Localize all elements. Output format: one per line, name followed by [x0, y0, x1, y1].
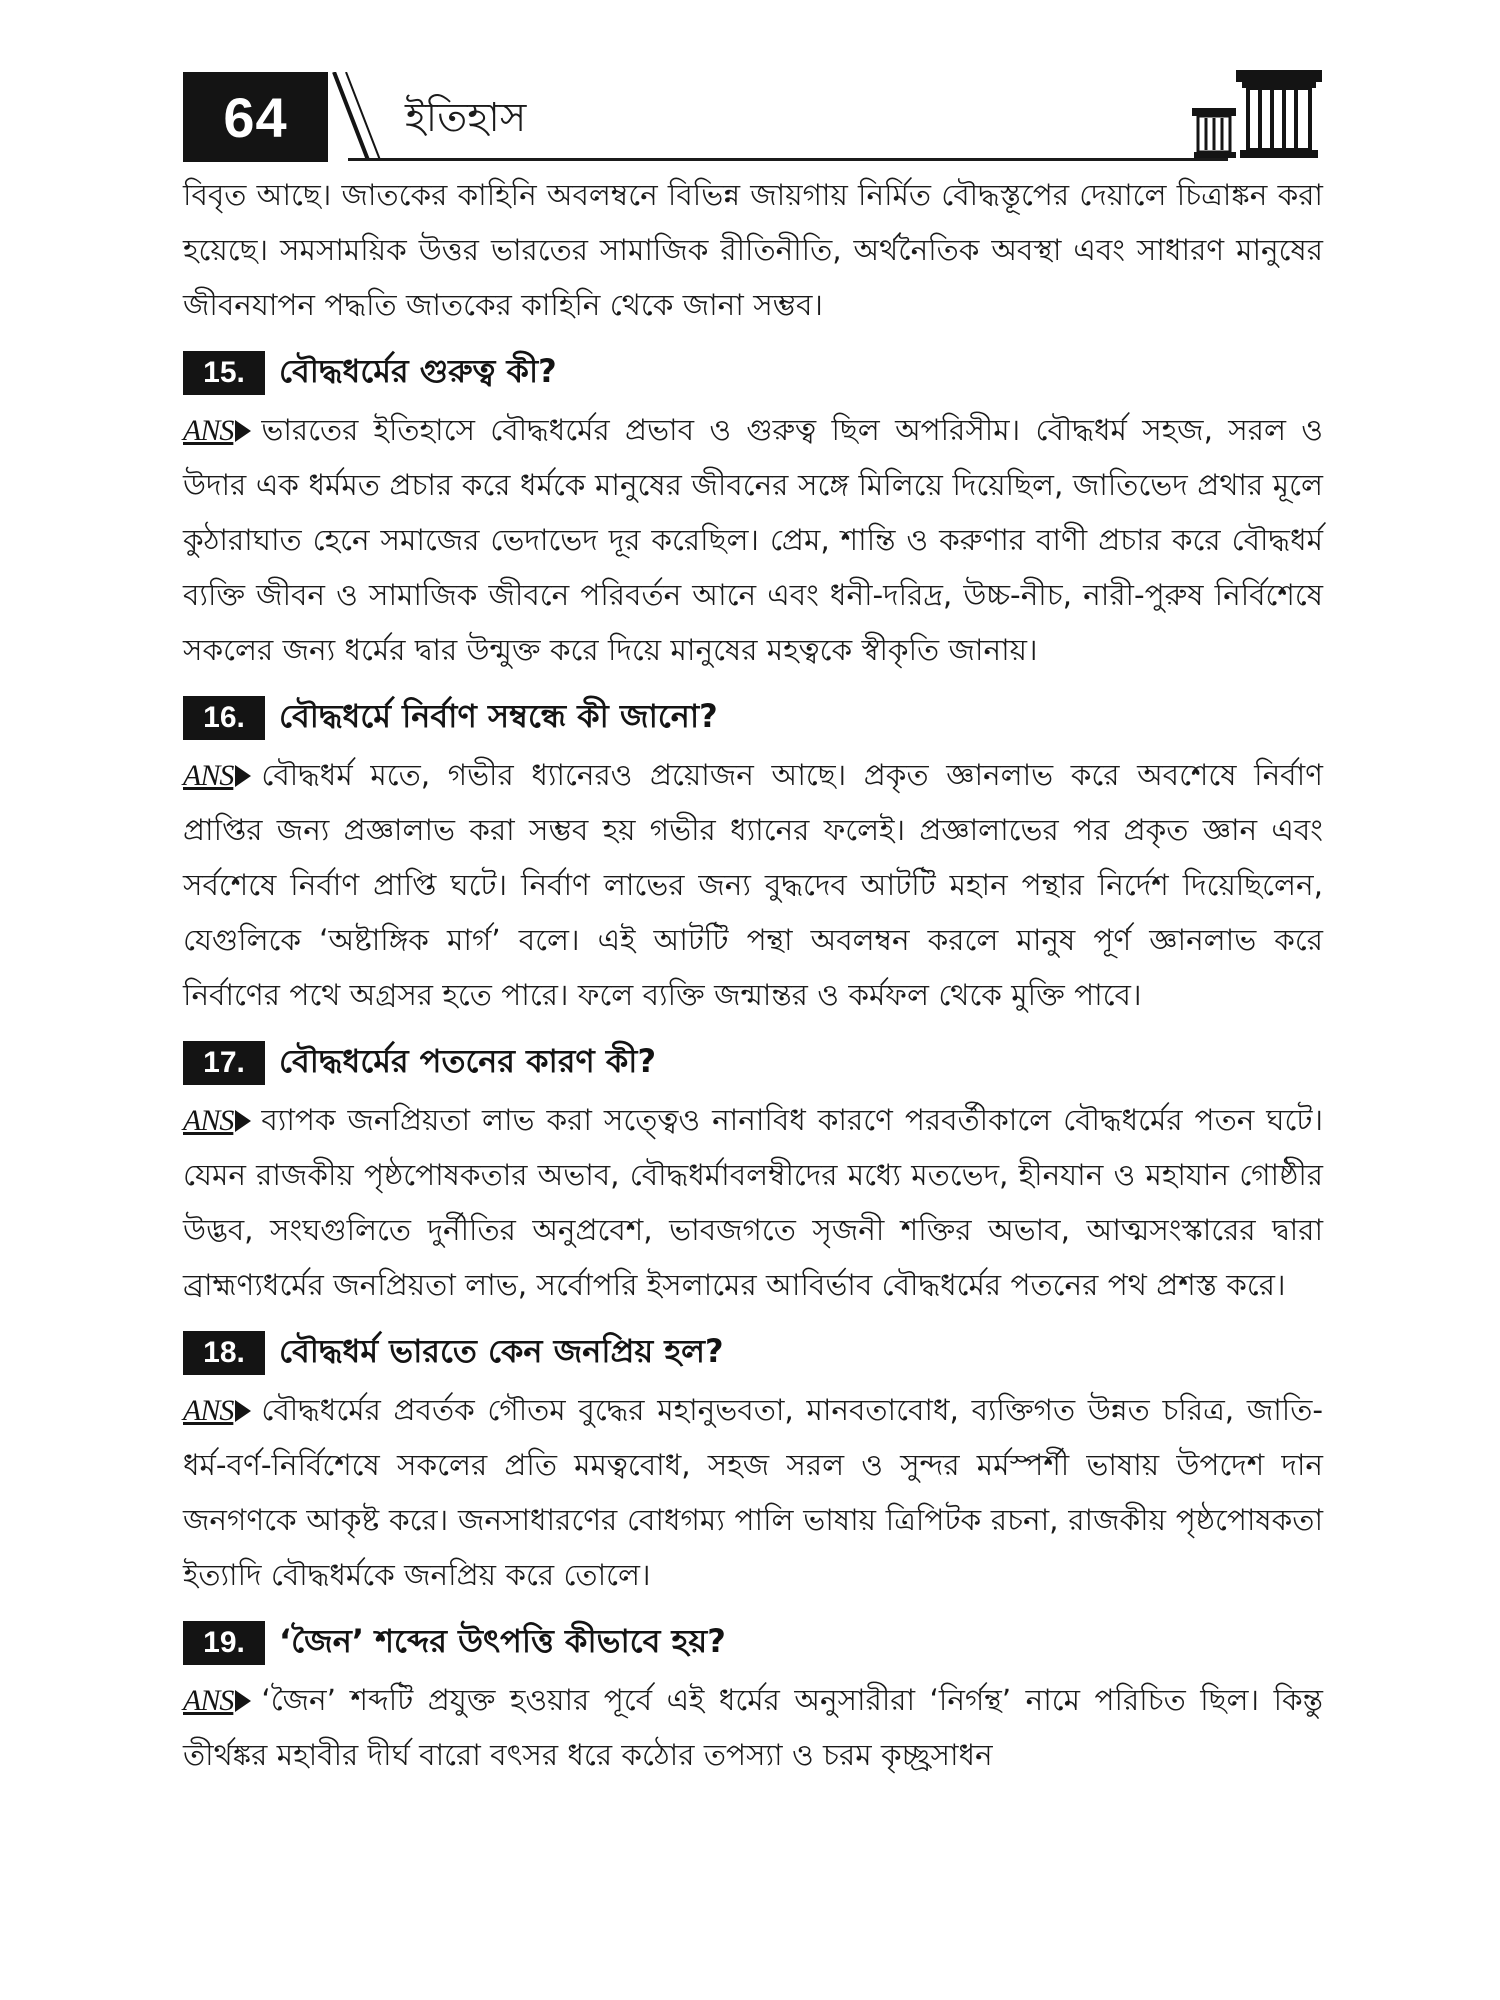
ans-label: ANS	[183, 1684, 234, 1717]
answer-paragraph	[183, 748, 1323, 1023]
arrow-right-icon	[235, 1690, 251, 1712]
answer-paragraph	[183, 403, 1323, 678]
question-heading	[183, 1037, 1323, 1089]
qa-block-19	[183, 1617, 1323, 1783]
answer-paragraph	[183, 1093, 1323, 1313]
question-heading	[183, 692, 1323, 744]
answer-paragraph	[183, 1673, 1323, 1783]
question-text: বৌদ্ধধর্মে নির্বাণ সম্বন্ধে কী জানো?	[279, 697, 718, 735]
qa-block-15	[183, 347, 1323, 678]
question-text: বৌদ্ধধর্মের গুরুত্ব কী?	[279, 352, 557, 390]
ans-marker	[183, 403, 251, 458]
arrow-right-icon	[235, 765, 251, 787]
question-number-badge: 18.	[183, 1331, 265, 1375]
arrow-right-icon	[235, 1400, 251, 1422]
qa-block-17	[183, 1037, 1323, 1313]
ans-marker	[183, 1383, 251, 1438]
header-slash-decoration	[328, 72, 388, 162]
header-rule	[348, 158, 1228, 161]
question-number-badge: 15.	[183, 351, 265, 395]
answer-text: ‘জৈন’ শব্দটি প্রযুক্ত হওয়ার পূর্বে এই ধর্মের অনুসারীরা ‘নির্গন্থ’ নামে পরিচিত ছিল। কিন্তু তীর্থঙ্কর মহাবীর দীর্ঘ বারো বৎসর ধরে কঠোর তপস্যা ও চরম কৃচ্ছ্রসাধন	[183, 1683, 1323, 1772]
ans-label: ANS	[183, 759, 234, 792]
ans-marker	[183, 1093, 251, 1148]
ans-label: ANS	[183, 414, 234, 447]
question-text: বৌদ্ধধর্ম ভারতে কেন জনপ্রিয় হল?	[279, 1332, 724, 1370]
question-number-badge: 17.	[183, 1041, 265, 1085]
answer-paragraph	[183, 1383, 1323, 1603]
ans-label: ANS	[183, 1104, 234, 1137]
arrow-right-icon	[235, 1110, 251, 1132]
chapter-title: ইতিহাস	[405, 95, 527, 141]
question-heading	[183, 1327, 1323, 1379]
question-number-badge: 16.	[183, 696, 265, 740]
ans-marker	[183, 748, 251, 803]
question-number-badge: 19.	[183, 1621, 265, 1665]
answer-text: ভারতের ইতিহাসে বৌদ্ধধর্মের প্রভাব ও গুরুত্ব ছিল অপরিসীম। বৌদ্ধধর্ম সহজ, সরল ও উদার এক ধর্মমত প্রচার করে ধর্মকে মানুষের জীবনের সঙ্গে মিলিয়ে দিয়েছিল, জাতিভেদ প্রথার মূলে কুঠারাঘাত হেনে সমাজের ভেদাভেদ দূর করেছিল। প্রেম, শান্তি ও করুণার বাণী প্রচার করে বৌদ্ধধর্ম ব্যক্তি জীবন ও সামাজিক জীবনে পরিবর্তন আনে এবং ধনী-দরিদ্র, উচ্চ-নীচ, নারী-পুরুষ নির্বিশেষে সকলের জন্য ধর্মের দ্বার উন্মুক্ত করে দিয়ে মানুষের মহত্বকে স্বীকৃতি জানায়।	[183, 413, 1323, 667]
page-header	[183, 72, 1323, 162]
qa-block-18	[183, 1327, 1323, 1603]
question-text: বৌদ্ধধর্মের পতনের কারণ কী?	[279, 1042, 657, 1080]
pillar-icon	[1188, 66, 1323, 166]
ans-marker	[183, 1673, 251, 1728]
answer-text: বৌদ্ধধর্ম মতে, গভীর ধ্যানেরও প্রয়োজন আছে। প্রকৃত জ্ঞানলাভ করে অবশেষে নির্বাণ প্রাপ্তির জন্য প্রজ্ঞালাভ করা সম্ভব হয় গভীর ধ্যানের ফলেই। প্রজ্ঞালাভের পর প্রকৃত জ্ঞান এবং সর্বশেষে নির্বাণ প্রাপ্তি ঘটে। নির্বাণ লাভের জন্য বুদ্ধদেব আটটি মহান পন্থার নির্দেশ দিয়েছিলেন, যেগুলিকে ‘অষ্টাঙ্গিক মার্গ’ বলে। এই আটটি পন্থা অবলম্বন করলে মানুষ পূর্ণ জ্ঞানলাভ করে নির্বাণের পথে অগ্রসর হতে পারে। ফলে ব্যক্তি জন্মান্তর ও কর্মফল থেকে মুক্তি পাবে।	[183, 758, 1323, 1012]
arrow-right-icon	[235, 420, 251, 442]
page-content	[183, 168, 1323, 1783]
answer-text: বৌদ্ধধর্মের প্রবর্তক গৌতম বুদ্ধের মহানুভবতা, মানবতাবোধ, ব্যক্তিগত উন্নত চরিত্র, জাতি-ধর্ম-বর্ণ-নির্বিশেষে সকলের প্রতি মমত্ববোধ, সহজ সরল ও সুন্দর মর্মস্পর্শী ভাষায় উপদেশ দান জনগণকে আকৃষ্ট করে। জনসাধারণের বোধগম্য পালি ভাষায় ত্রিপিটক রচনা, রাজকীয় পৃষ্ঠপোষকতা ইত্যাদি বৌদ্ধধর্মকে জনপ্রিয় করে তোলে।	[183, 1393, 1323, 1592]
ans-label: ANS	[183, 1394, 234, 1427]
page-number: 64	[183, 72, 328, 162]
question-heading	[183, 1617, 1323, 1669]
intro-paragraph: বিবৃত আছে। জাতকের কাহিনি অবলম্বনে বিভিন্ন জায়গায় নির্মিত বৌদ্ধস্তূপের দেয়ালে চিত্রাঙ্কন করা হয়েছে। সমসাময়িক উত্তর ভারতের সামাজিক রীতিনীতি, অর্থনৈতিক অবস্থা এবং সাধারণ মানুষের জীবনযাপন পদ্ধতি জাতকের কাহিনি থেকে জানা সম্ভব।	[183, 178, 1323, 322]
question-heading	[183, 347, 1323, 399]
qa-block-16	[183, 692, 1323, 1023]
question-text: ‘জৈন’ শব্দের উৎপত্তি কীভাবে হয়?	[279, 1622, 726, 1660]
answer-text: ব্যাপক জনপ্রিয়তা লাভ করা সত্ত্বেও নানাবিধ কারণে পরবর্তীকালে বৌদ্ধধর্মের পতন ঘটে। যেমন রাজকীয় পৃষ্ঠপোষকতার অভাব, বৌদ্ধধর্মাবলম্বীদের মধ্যে মতভেদ, হীনযান ও মহাযান গোষ্ঠীর উদ্ভব, সংঘগুলিতে দুর্নীতির অনুপ্রবেশ, ভাবজগতে সৃজনী শক্তির অভাব, আত্মসংস্কারের দ্বারা ব্রাহ্মণ্যধর্মের জনপ্রিয়তা লাভ, সর্বোপরি ইসলামের আবির্ভাব বৌদ্ধধর্মের পতনের পথ প্রশস্ত করে।	[183, 1103, 1323, 1302]
